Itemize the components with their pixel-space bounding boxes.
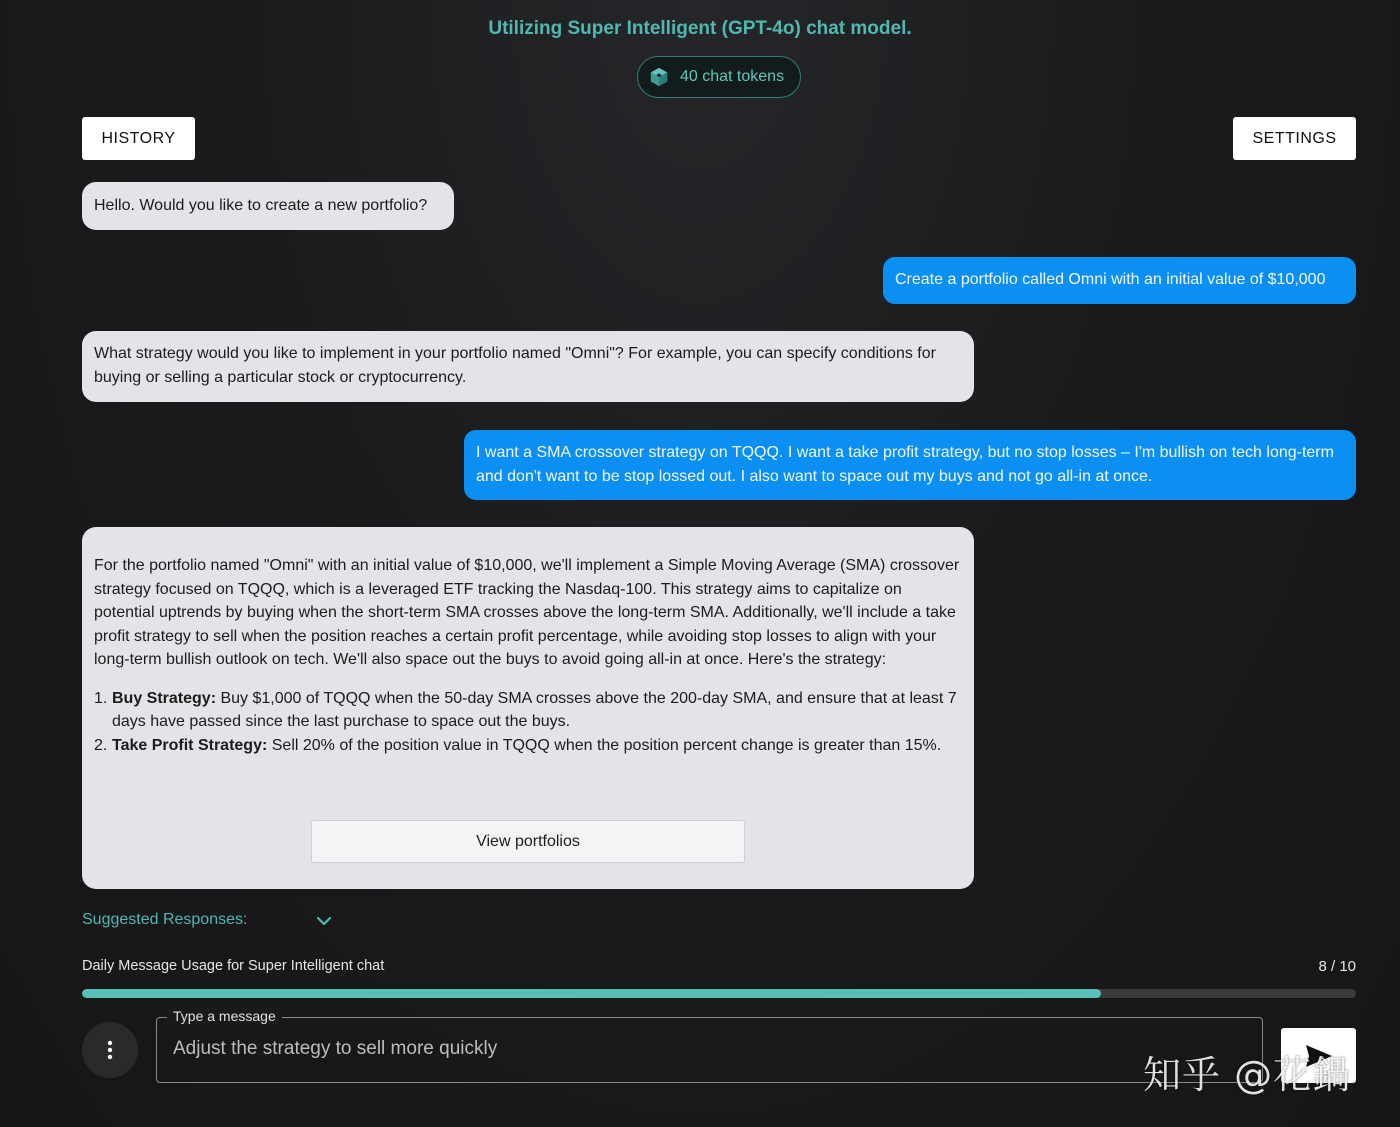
list-item-text: Sell 20% of the position value in TQQQ when the position percent change is greater than 15%. xyxy=(267,736,942,754)
model-title: Utilizing Super Intelligent (GPT-4o) chat model. xyxy=(488,18,912,39)
assistant-message: Hello. Would you like to create a new portfolio? xyxy=(82,182,454,230)
list-item xyxy=(94,734,962,758)
message-input[interactable] xyxy=(173,1038,1253,1060)
message-input-label: Type a message xyxy=(167,1008,282,1024)
strategy-intro: For the portfolio named "Omni" with an initial value of $10,000, we'll implement a Simple Moving Average (SMA) crossover strategy focused on TQQQ, which is a leveraged ETF tracking the Nasdaq-100. This strategy aims to capitalize on potential uptrends by buying when the short-term SMA crosses above the long-term SMA. Additionally, we'll include a take profit strategy to sell when the position reaches a certain profit percentage, while avoiding stop losses to align with your long-term bullish outlook on tech. We'll also space out the buys to avoid going all-in at once. Here's the strategy: xyxy=(94,557,960,668)
cube-icon xyxy=(648,66,670,88)
user-message: Create a portfolio called Omni with an initial value of $10,000 xyxy=(883,257,1356,304)
settings-button[interactable]: SETTINGS xyxy=(1233,117,1356,160)
list-item-title: Take Profit Strategy: xyxy=(112,736,268,754)
history-button[interactable]: HISTORY xyxy=(82,117,195,160)
usage-count: 8 / 10 xyxy=(1318,958,1356,975)
chat-tokens-badge[interactable] xyxy=(637,56,801,98)
assistant-message: What strategy would you like to implement in your portfolio named "Omni"? For example, you can specify conditions for buying or selling a particular stock or cryptocurrency. xyxy=(82,331,974,402)
suggested-responses-toggle[interactable]: Suggested Responses: xyxy=(82,911,248,928)
more-options-button[interactable] xyxy=(82,1022,138,1078)
list-item-text: Buy $1,000 of TQQQ when the 50-day SMA crosses above the 200-day SMA, and ensure that at least 7 days have passed since the last purchase to space out the buys. xyxy=(112,689,957,730)
strategy-list xyxy=(94,687,962,758)
list-item xyxy=(94,687,962,734)
assistant-message xyxy=(82,527,974,889)
more-vertical-icon xyxy=(107,1040,113,1060)
chevron-down-icon[interactable] xyxy=(315,912,333,930)
watermark: 知乎 @花鍋 xyxy=(1143,1053,1352,1097)
list-number: 2. xyxy=(94,736,108,754)
user-message: I want a SMA crossover strategy on TQQQ. I want a take profit strategy, but no stop losses – I'm bullish on tech long-term and don't want to be stop lossed out. I also want to space out my buys and not go all-in at once. xyxy=(464,430,1356,500)
usage-label: Daily Message Usage for Super Intelligent chat xyxy=(82,958,385,974)
view-portfolios-button[interactable]: View portfolios xyxy=(311,820,745,863)
usage-progress-fill xyxy=(82,989,1101,998)
list-number: 1. xyxy=(94,689,108,707)
list-item-title: Buy Strategy: xyxy=(112,689,217,707)
chat-tokens-label: 40 chat tokens xyxy=(680,68,785,85)
usage-progress-bar xyxy=(82,989,1356,998)
message-input-wrapper xyxy=(156,1008,1263,1083)
